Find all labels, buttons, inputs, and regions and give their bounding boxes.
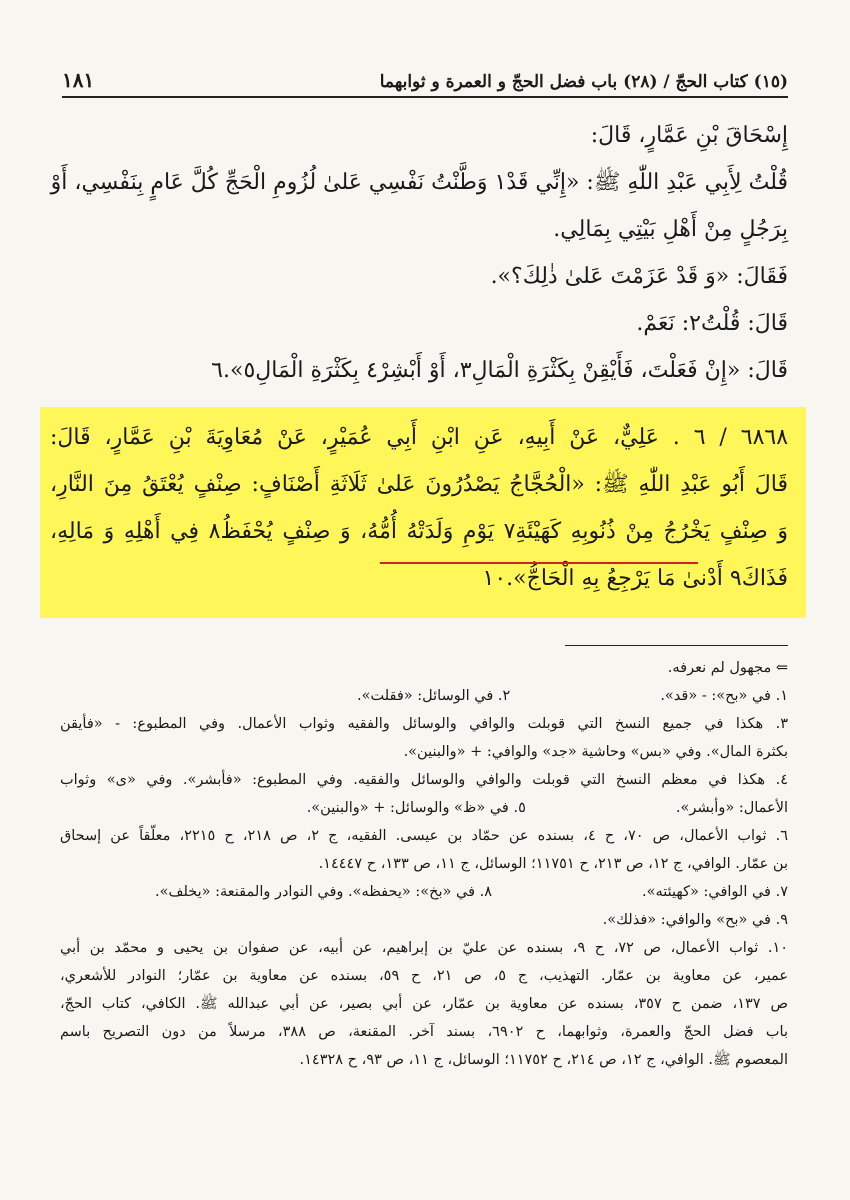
footnote: ٤. هكذا في معظم النسخ التي قوبلت والوافي والوسائل والفقيه. وفي المطبوع: «فأبشر». وفي «ى» وثواب xyxy=(60,772,788,788)
footnote: ص ١٣٧، ضمن ح ٣٥٧، بسنده عن معاوية بن عمّار، عن أبي بصير، عن أبي عبدالله ﷺ. الكافي، كتاب الحجّ، xyxy=(60,996,788,1012)
hadith-line: وَ صِنْفٍ يَخْرُجُ مِنْ ذُنُوبِهِ كَهَيْئَةِ٧ يَوْمِ وَلَدَتْهُ أُمُّهُ، وَ صِنْفٍ يُحْفَظُ٨ فِي أَهْلِهِ وَ مَالِهِ، xyxy=(50,519,788,544)
text-line: بِرَجُلٍ مِنْ أَهْلِ بَيْتِي بِمَالِي. xyxy=(553,217,788,242)
text-line: فَقَالَ: «وَ قَدْ عَزَمْتَ عَلىٰ ذٰلِكَ؟». xyxy=(490,264,788,289)
footnote: بن عمّار. الوافي، ج ١٢، ص ٢١٣، ح ١١٧٥١؛ الوسائل، ج ١١، ص ١٣٣، ح ١٤٤٤٧. xyxy=(318,856,788,872)
footnote: ٧. في الوافي: «كهيئته». xyxy=(642,884,788,900)
footnote: ٨. في «بخ»: «يحفظه». وفي النوادر والمقنعة: «يخلف». xyxy=(154,884,493,900)
footnote: المعصوم ﷺ. الوافي، ج ١٢، ص ٢١٤، ح ١١٧٥٢؛ الوسائل، ج ١١، ص ٩٣، ح ١٤٣٢٨. xyxy=(299,1052,788,1068)
footnote: ⇐ مجهول لم نعرفه. xyxy=(667,660,788,676)
footnote: ٥. في «ظ» والوسائل: + «والبنين». xyxy=(306,800,526,816)
running-title: (١٥) كتاب الحجّ / (٢٨) باب فضل الحجّ و العمرة و ثوابهما xyxy=(379,72,788,92)
highlighted-hadith xyxy=(50,414,788,602)
hadith-line: فَذَاكَ٩ أَدْنىٰ مَا يَرْجِعُ بِهِ الْحَاجُّ».١٠ xyxy=(482,566,788,591)
footnote-row xyxy=(60,878,788,906)
footnote-row xyxy=(60,794,788,822)
main-text xyxy=(50,112,788,394)
footnote: ٢. في الوسائل: «فقلت». xyxy=(356,688,511,704)
footnote: باب فضل الحجّ والعمرة، وثوابهما، ح ٦٩٠٢، بسند آخر. المقنعة، ص ٣٨٨، مرسلاً من دون التصريح باسم xyxy=(60,1024,788,1040)
page-header xyxy=(62,52,788,98)
footnotes xyxy=(60,654,788,1074)
footnote: ١. في «بح»: - «قد». xyxy=(660,688,788,704)
footnote: ٦. ثواب الأعمال، ص ٧٠، ح ٤، بسنده عن حمّاد بن عيسى. الفقيه، ج ٢، ص ٢١٨، ح ٢٢١٥، معلّقاً عن إسحاق xyxy=(60,828,789,844)
footnote: عمير، عن معاوية بن عمّار. التهذيب، ج ٥، ص ٢١، ح ٥٩، بسنده عن معاوية بن عمّار؛ النوادر للأشعري، xyxy=(60,968,788,984)
footnote: ٩. في «بح» والوافي: «فذلك». xyxy=(602,912,788,928)
footnote: ٣. هكذا في جميع النسخ التي قوبلت والوافي والوسائل والفقيه وثواب الأعمال. وفي المطبوع: - «فأيقن xyxy=(60,716,788,732)
footnote: الأعمال: «وأبشر». xyxy=(675,800,788,816)
hadith-line: ٦٨٦٨ / ٦ . عَلِيٌّ، عَنْ أَبِيهِ، عَنِ ابْنِ أَبِي عُمَيْرٍ، عَنْ مُعَاوِيَةَ بْنِ عَمَّارٍ، قَالَ: xyxy=(50,425,789,450)
footnote: ١٠. ثواب الأعمال، ص ٧٢، ح ٩، بسنده عن عليّ بن إبراهيم، عن أبيه، عن صفوان بن يحيى و محمّد بن أبي xyxy=(60,940,789,956)
text-line: قُلْتُ لِأَبِي عَبْدِ اللّٰهِ ﷺ: «إِنِّي قَدْ١ وَطَّنْتُ نَفْسِي عَلىٰ لُزُومِ الْحَجِّ كُلَّ عَامٍ بِنَفْسِي، أَوْ xyxy=(50,170,788,195)
footnote-separator xyxy=(565,645,788,646)
text-line: قَالَ: «إِنْ فَعَلْتَ، فَأَيْقِنْ بِكَثْرَةِ الْمَالِ٣، أَوْ أَبْشِرْ٤ بِكَثْرَةِ الْمَالِ٥».٦ xyxy=(211,358,788,383)
hadith-line: قَالَ أَبُو عَبْدِ اللّٰهِ ﷺ: «الْحُجَّاجُ يَصْدُرُونَ عَلىٰ ثَلَاثَةِ أَصْنَافٍ: صِنْفٍ يُعْتَقُ مِنَ النَّارِ، xyxy=(50,472,788,497)
text-line: قَالَ: قُلْتُ٢: نَعَمْ. xyxy=(636,311,788,336)
page-number: ١٨١ xyxy=(62,68,95,92)
red-underline xyxy=(380,562,698,564)
footnote-row xyxy=(60,682,788,710)
text-line: إِسْحَاقَ بْنِ عَمَّارٍ، قَالَ: xyxy=(590,123,788,148)
footnote: بكثرة المال». وفي «بس» وحاشية «جد» والوافي: + «والبنين». xyxy=(403,744,788,760)
